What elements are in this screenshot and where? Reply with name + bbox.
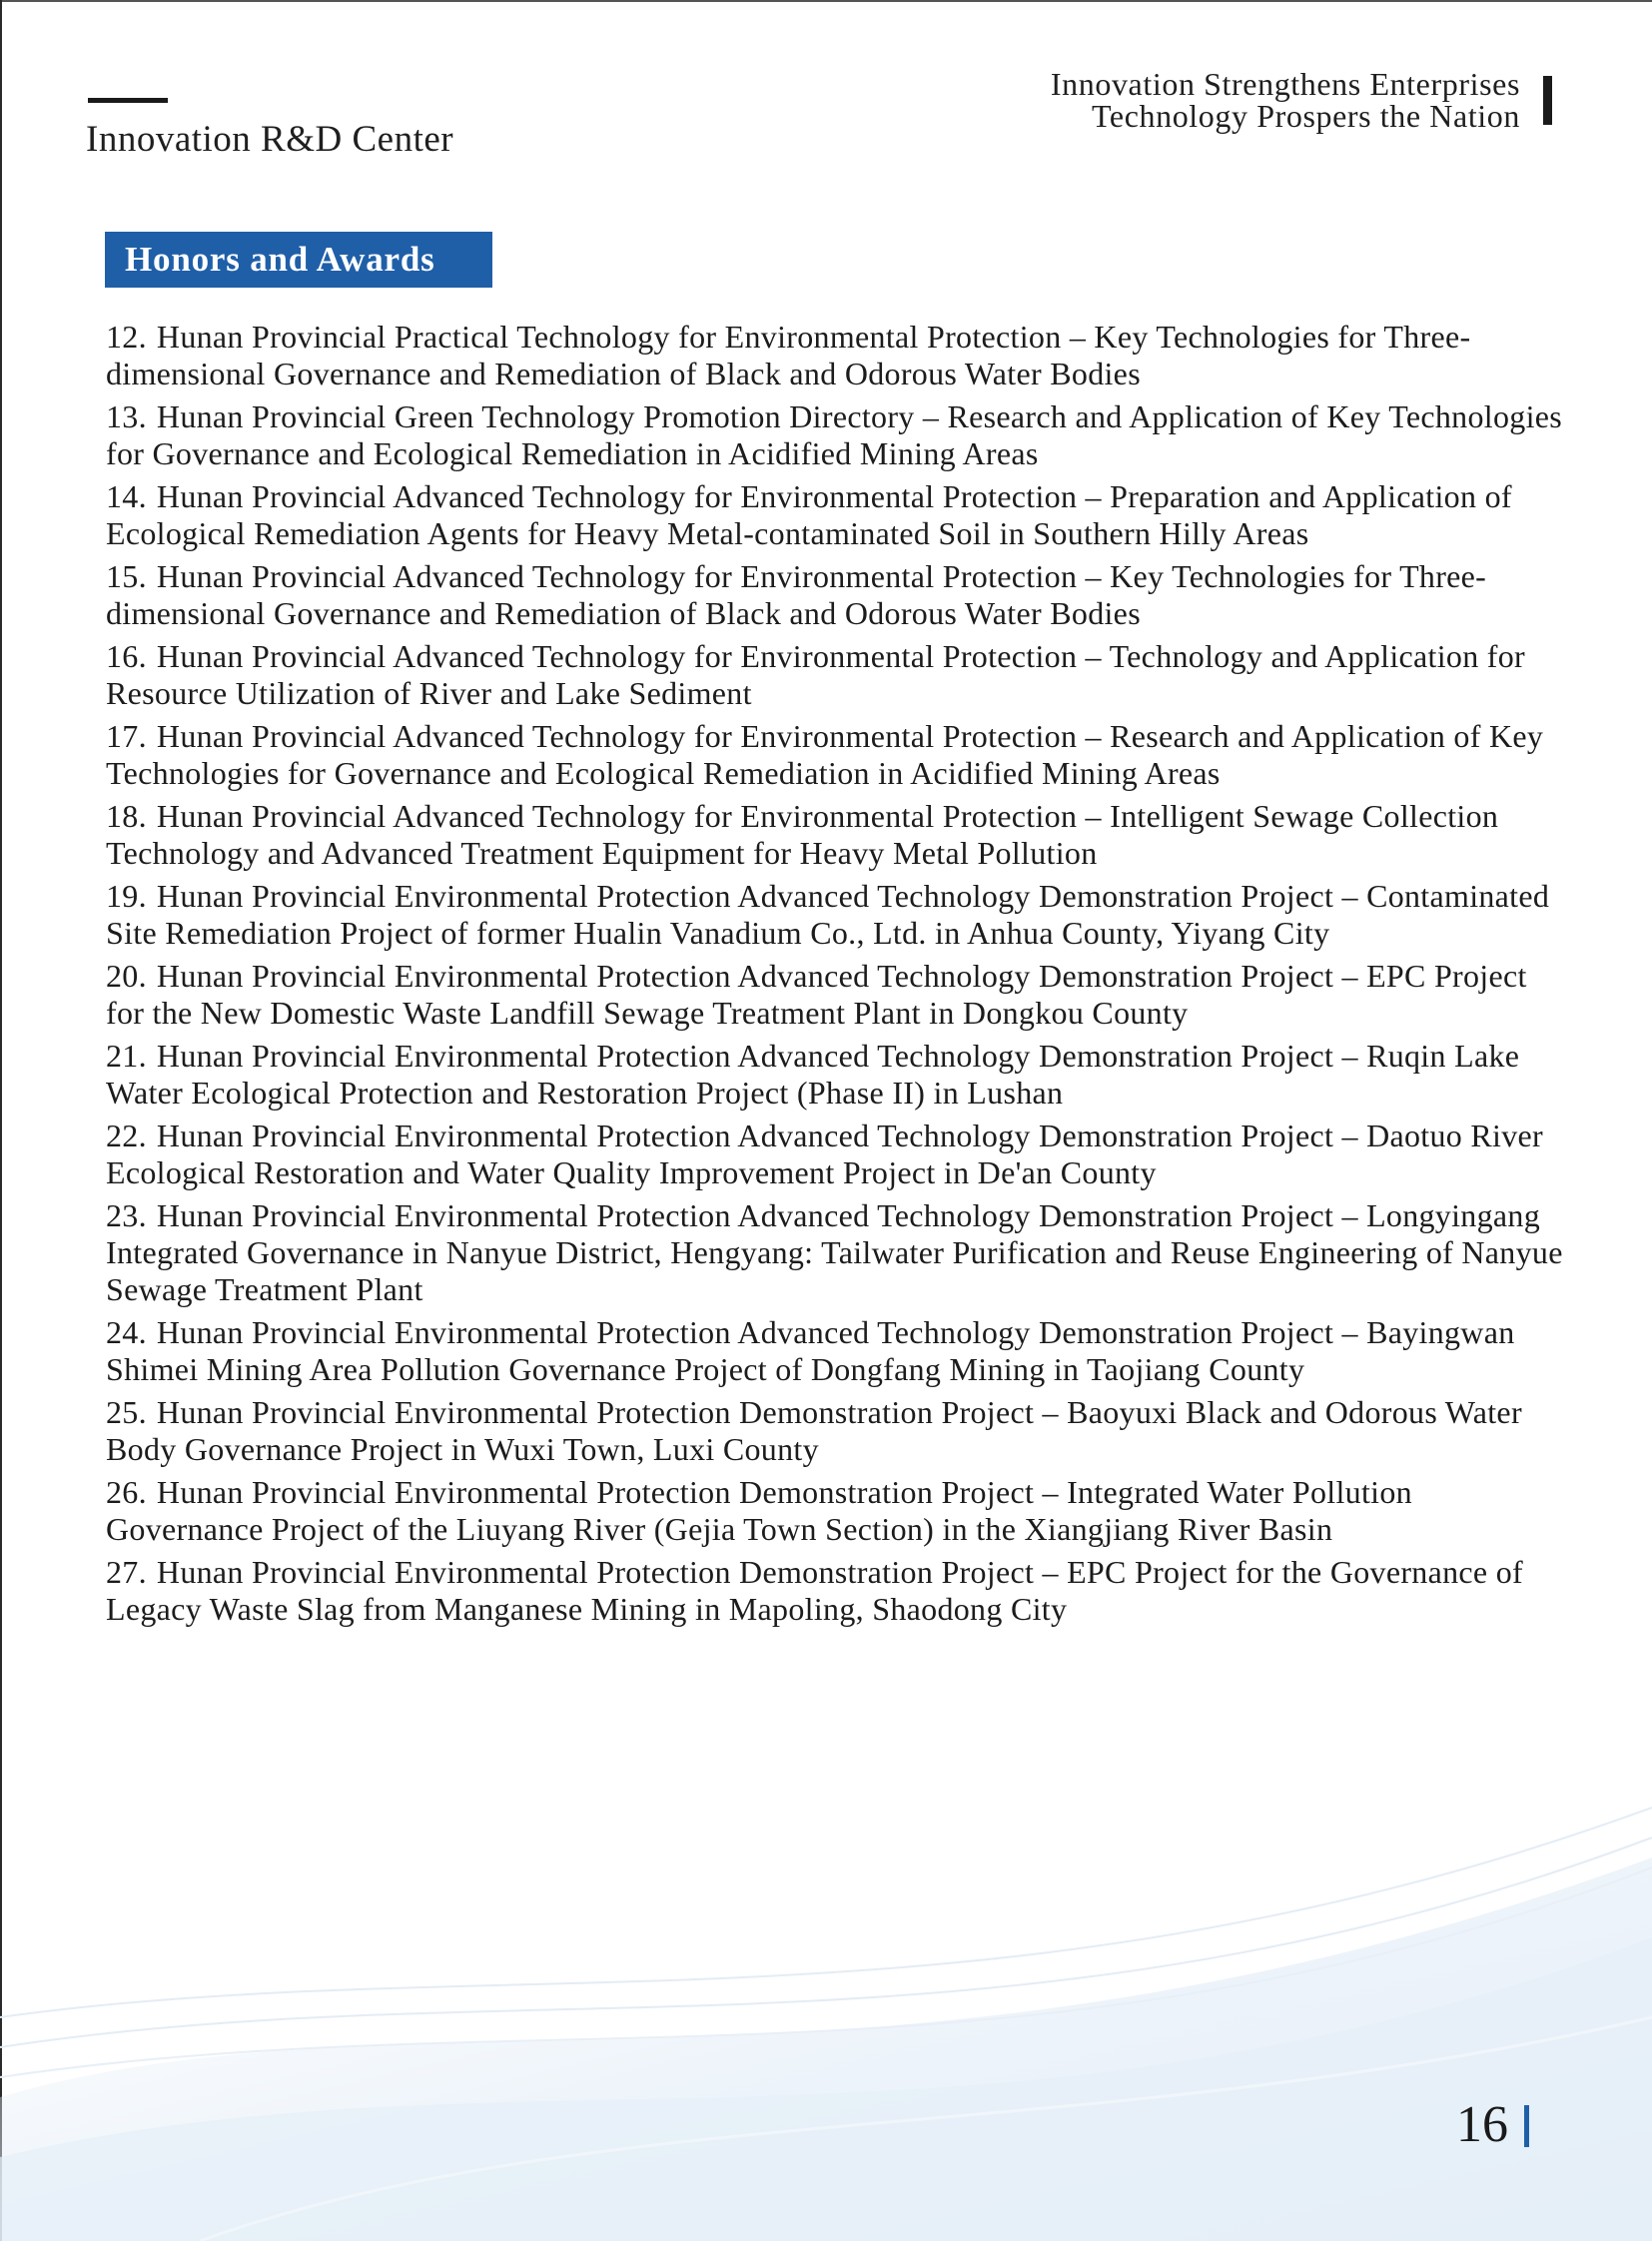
award-number: 13. [106,398,147,434]
list-item [106,1474,1564,1548]
award-text: Hunan Provincial Environmental Protection Demonstration Project – Baoyuxi Black and Odorous Water Body Governance Project in Wuxi Town, Luxi County [106,1394,1522,1467]
award-number: 27. [106,1554,147,1590]
award-number: 19. [106,878,147,914]
list-item [106,958,1564,1032]
award-text: Hunan Provincial Environmental Protection Advanced Technology Demonstration Project – Contaminated Site Remediation Project of former Hualin Vanadium Co., Ltd. in Anhua County, Yiyang City [106,878,1550,951]
list-item [106,1314,1564,1388]
award-number: 15. [106,558,147,594]
award-number: 17. [106,718,147,754]
award-number: 25. [106,1394,147,1430]
section-title-badge: Honors and Awards [105,232,492,288]
award-text: Hunan Provincial Environmental Protection Advanced Technology Demonstration Project – Bayingwan Shimei Mining Area Pollution Governance Project of Dongfang Mining in Taojiang County [106,1314,1515,1387]
award-number: 21. [106,1038,147,1074]
award-text: Hunan Provincial Environmental Protection Advanced Technology Demonstration Project – Ruqin Lake Water Ecological Protection and Restoration Project (Phase II) in Lushan [106,1038,1520,1111]
list-item [106,1118,1564,1191]
award-text: Hunan Provincial Advanced Technology for Environmental Protection – Intelligent Sewage Collection Technology and Advanced Treatment Equipment for Heavy Metal Pollution [106,798,1499,871]
list-item [106,798,1564,872]
award-number: 12. [106,319,147,355]
award-text: Hunan Provincial Environmental Protection Advanced Technology Demonstration Project – EPC Project for the New Domestic Waste Landfill Sewage Treatment Plant in Dongkou County [106,958,1527,1031]
award-text: Hunan Provincial Environmental Protection Demonstration Project – Integrated Water Pollution Governance Project of the Liuyang River (Gejia Town Section) in the Xiangjiang River Basin [106,1474,1412,1547]
award-text: Hunan Provincial Environmental Protection Advanced Technology Demonstration Project – Daotuo River Ecological Restoration and Water Quality Improvement Project in De'an County [106,1118,1543,1190]
list-item [106,398,1564,472]
award-text: Hunan Provincial Environmental Protection Demonstration Project – EPC Project for the Governance of Legacy Waste Slag from Manganese Mining in Mapoling, Shaodong City [106,1554,1523,1627]
award-number: 20. [106,958,147,994]
awards-list [106,319,1564,1634]
list-item [106,718,1564,792]
list-item [106,558,1564,632]
slogan-line-2: Technology Prospers the Nation [1091,98,1520,134]
page-number-accent-bar [1524,2105,1529,2147]
award-number: 16. [106,638,147,674]
award-number: 22. [106,1118,147,1153]
award-number: 14. [106,478,147,514]
list-item [106,1197,1564,1308]
header-rule [88,98,168,103]
page-border-top [0,0,1652,2]
award-text: Hunan Provincial Advanced Technology for Environmental Protection – Key Technologies for Three-dimensional Governance and Remediation of Black and Odorous Water Bodies [106,558,1487,631]
list-item [106,1038,1564,1112]
list-item [106,1554,1564,1628]
list-item [106,319,1564,392]
list-item [106,878,1564,952]
slogan [821,68,1520,132]
award-text: Hunan Provincial Environmental Protection Advanced Technology Demonstration Project – Longyingang Integrated Governance in Nanyue District, Hengyang: Tailwater Purification and Reuse Engineering of Nanyue Sewage Treatment Plant [106,1197,1563,1307]
award-text: Hunan Provincial Green Technology Promotion Directory – Research and Application of Key Technologies for Governance and Ecological Remediation in Acidified Mining Areas [106,398,1563,471]
list-item [106,638,1564,712]
background-wave-decoration [0,1718,1652,2241]
award-number: 24. [106,1314,147,1350]
slogan-line-1: Innovation Strengthens Enterprises [1050,66,1520,102]
list-item [106,478,1564,552]
award-text: Hunan Provincial Advanced Technology for Environmental Protection – Research and Application of Key Technologies for Governance and Ecological Remediation in Acidified Mining Areas [106,718,1544,791]
award-number: 26. [106,1474,147,1510]
award-text: Hunan Provincial Practical Technology for Environmental Protection – Key Technologies for Three-dimensional Governance and Remediation of Black and Odorous Water Bodies [106,319,1471,391]
section-label: Innovation R&D Center [86,119,454,160]
award-number: 23. [106,1197,147,1233]
slogan-accent-bar [1543,76,1552,125]
list-item [106,1394,1564,1468]
award-number: 18. [106,798,147,834]
award-text: Hunan Provincial Advanced Technology for Environmental Protection – Preparation and Application of Ecological Remediation Agents for Heavy Metal-contaminated Soil in Southern Hilly Areas [106,478,1512,551]
page-number: 16 [1456,2096,1508,2153]
award-text: Hunan Provincial Advanced Technology for Environmental Protection – Technology and Application for Resource Utilization of River and Lake Sediment [106,638,1526,711]
